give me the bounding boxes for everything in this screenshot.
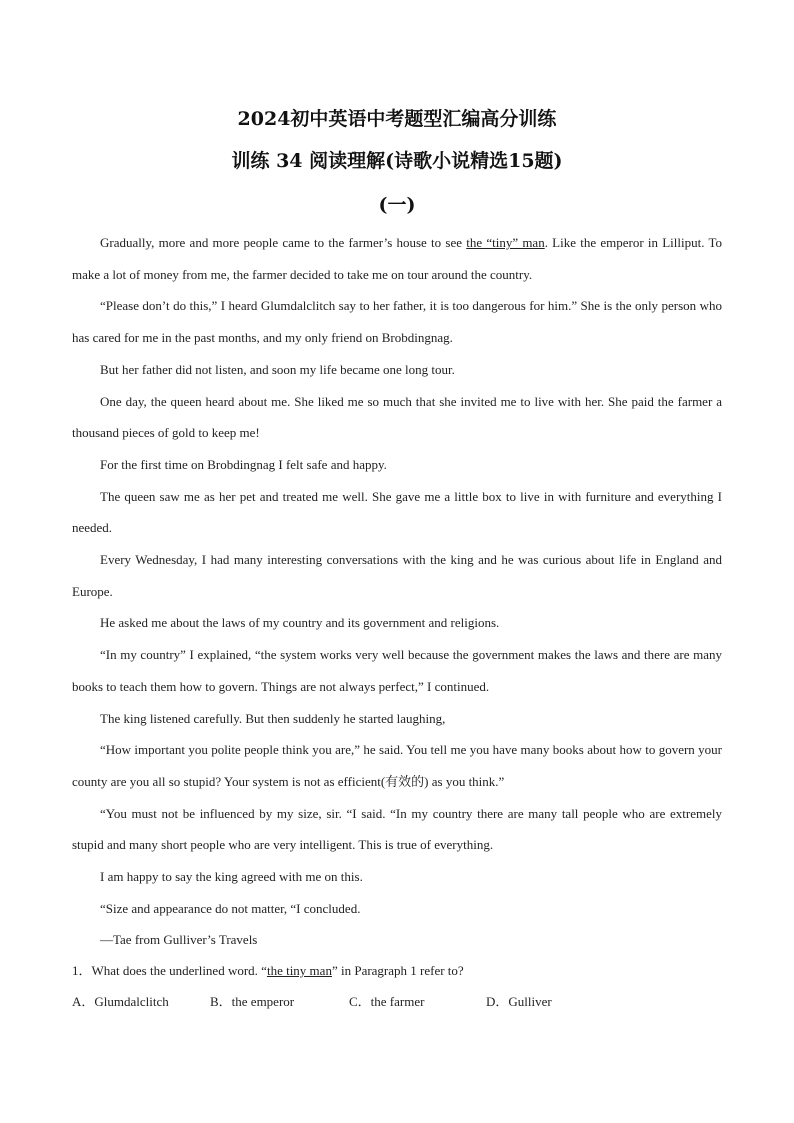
paragraph-6: The queen saw me as her pet and treated me well. She gave me a little box to live in with furniture and everything I needed. <box>72 488 722 536</box>
section-heading: (一) <box>378 194 416 216</box>
paragraph-5: For the first time on Brobdingnag I felt safe and happy. <box>100 456 387 472</box>
question-1-stem: 1．What does the underlined word. “the tiny man” in Paragraph 1 refer to? <box>72 963 464 978</box>
answer-options <box>72 986 722 1017</box>
underlined-phrase: the “tiny” man <box>466 235 545 250</box>
option-c[interactable]: C．the farmer <box>349 994 425 1009</box>
paragraph-13: I am happy to say the king agreed with me on this. <box>100 869 363 885</box>
reading-passage <box>72 227 722 956</box>
option-b[interactable]: B．the emperor <box>210 994 295 1009</box>
document-title: 2024初中英语中考题型汇编高分训练 <box>237 108 557 130</box>
option-a[interactable]: A．Glumdalclitch <box>72 994 169 1009</box>
question-underlined-phrase: the tiny man <box>266 963 332 978</box>
paragraph-2: “Please don’t do this,” I heard Glumdalclitch say to her father, it is too dangerous for him.” She is the only person who has cared for me in the past months, and my only friend on Brobdingnag. <box>72 298 722 346</box>
paragraph-1: Gradually, more and more people came to the farmer’s house to see the “tiny” man. Like the emperor in Lilliput. To make a lot of money from me, the farmer decided to take me on tour around the country. <box>72 235 722 282</box>
paragraph-12: “You must not be influenced by my size, sir. “I said. “In my country there are many tall people who are extremely stupid and many short people who are very intelligent. This is true of everything. <box>72 805 722 853</box>
source-attribution: —Tae from Gulliver’s Travels <box>100 932 258 948</box>
question-1 <box>72 955 722 1017</box>
paragraph-3: But her father did not listen, and soon my life became one long tour. <box>100 361 455 377</box>
paragraph-9: “In my country” I explained, “the system works very well because the government makes the laws and there are many books to teach them how to govern. Things are not always perfect,” I continued. <box>72 647 722 694</box>
paragraph-11: “How important you polite people think you are,” he said. You tell me you have many books about how to govern your county are you all so stupid? Your system is not as efficient(有效的) as you think.” <box>72 742 722 789</box>
option-d[interactable]: D．Gulliver <box>486 994 552 1009</box>
paragraph-10: The king listened carefully. But then suddenly he started laughing, <box>100 710 446 726</box>
paragraph-7: Every Wednesday, I had many interesting conversations with the king and he was curious about life in England and Europe. <box>72 552 722 599</box>
paragraph-4: One day, the queen heard about me. She liked me so much that she invited me to live with her. She paid the farmer a thousand pieces of gold to keep me! <box>72 393 722 441</box>
paragraph-8: He asked me about the laws of my country and its government and religions. <box>100 615 500 631</box>
paragraph-14: “Size and appearance do not matter, “I concluded. <box>100 900 361 916</box>
document-subtitle: 训练 34 阅读理解(诗歌小说精选15题) <box>231 150 563 172</box>
